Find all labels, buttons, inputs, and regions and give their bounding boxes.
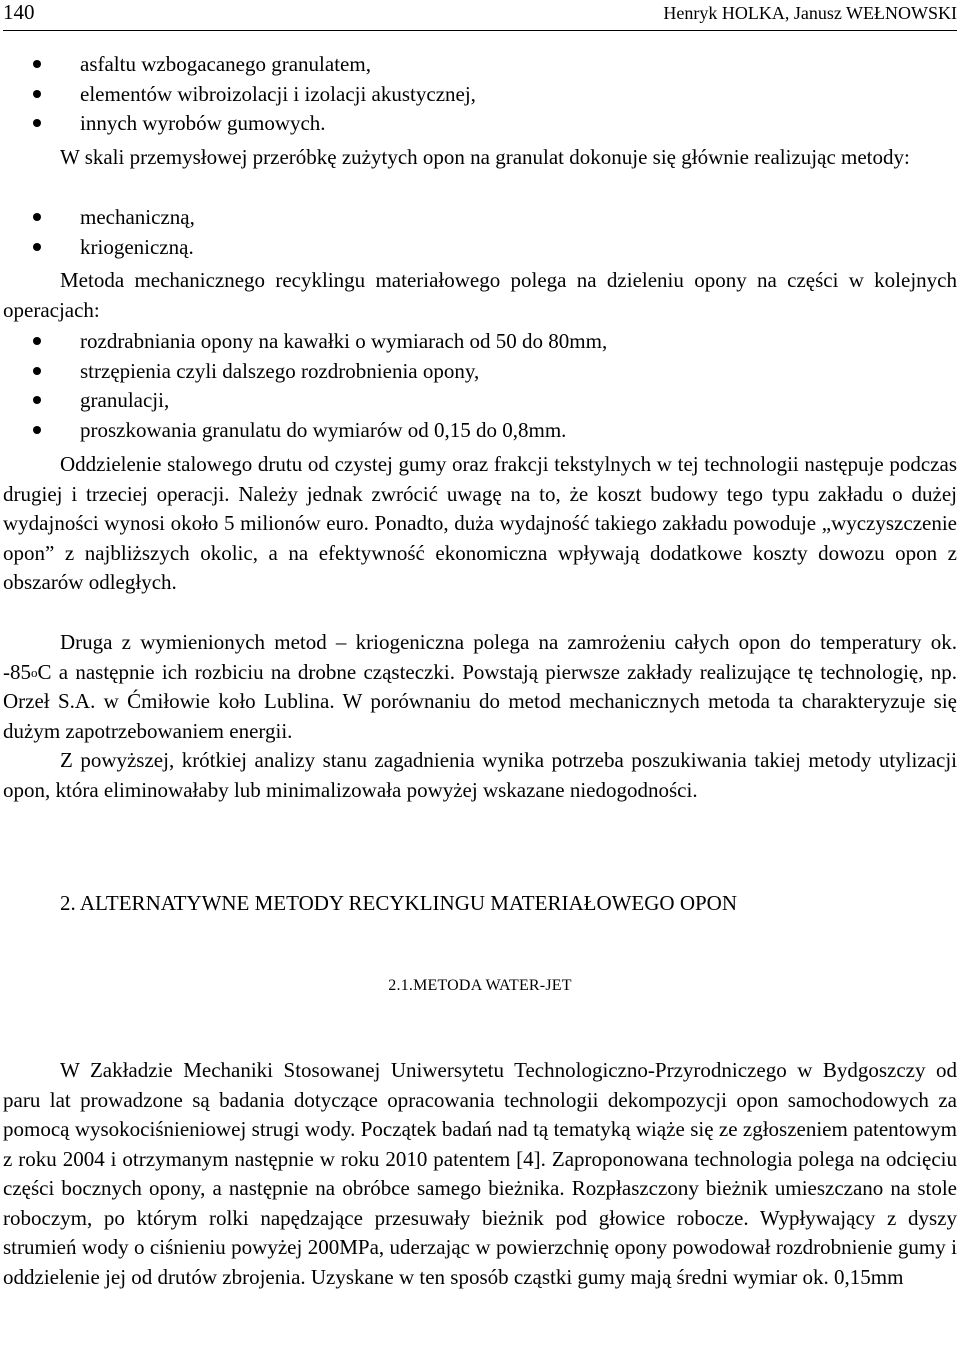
list-item: innych wyrobów gumowych. <box>3 109 957 139</box>
paragraph: W skali przemysłowej przeróbkę zużytych opon na granulat dokonuje się głównie realizując metody: <box>60 145 910 169</box>
list-item: proszkowania granulatu do wymiarów od 0,15 do 0,8mm. <box>3 416 957 446</box>
page-number: 140 <box>3 0 35 24</box>
bullet-icon <box>33 337 41 345</box>
paragraph: Oddzielenie stalowego drutu od czystej gumy oraz frakcji tekstylnych w tej technologii następuje podczas drugiej i trzeciej operacji. Należy jednak zwrócić uwagę na to, że koszt budowy tego typu zakładu o dużej wydajności wynosi około 5 milionów euro. Ponadto, duża wydajność takiego zakładu powoduje „wyczyszczenie opon” z najbliższych okolic, a na efektywność ekonomiczna wpływają dodatkowe koszty dowozu opon z obszarów odległych. <box>3 452 957 594</box>
bullet-icon <box>33 396 41 404</box>
paragraph: Z powyższej, krótkiej analizy stanu zagadnienia wynika potrzeba poszukiwania takiej metody utylizacji opon, która eliminowałaby lub minimalizowała powyżej wskazane niedogodności. <box>3 748 957 802</box>
list-item: asfaltu wzbogacanego granulatem, <box>3 50 957 80</box>
bullet-list-methods <box>3 203 957 262</box>
subsection-heading: 2.1.METODA WATER-JET <box>388 977 572 994</box>
bullet-icon <box>33 60 41 68</box>
bullet-icon <box>33 243 41 251</box>
paragraph: Metoda mechanicznego recyklingu materiałowego polega na dzieleniu opony na części w kolejnych operacjach: <box>3 268 957 322</box>
bullet-icon <box>33 367 41 375</box>
bullet-list-materials <box>3 50 957 139</box>
bullet-list-operations <box>3 327 957 445</box>
list-item: kriogeniczną. <box>3 233 957 263</box>
section-heading: 2. ALTERNATYWNE METODY RECYKLINGU MATERIAŁOWEGO OPON <box>60 891 738 915</box>
bullet-icon <box>33 90 41 98</box>
list-item: rozdrabniania opony na kawałki o wymiarach od 50 do 80mm, <box>3 327 957 357</box>
bullet-icon <box>33 119 41 127</box>
list-item: elementów wibroizolacji i izolacji akustycznej, <box>3 80 957 110</box>
bullet-icon <box>33 213 41 221</box>
list-item: strzępienia czyli dalszego rozdrobnienia opony, <box>3 357 957 387</box>
page-header <box>3 0 957 31</box>
degree-superscript: o <box>31 664 38 680</box>
running-header-authors: Henryk HOLKA, Janusz WEŁNOWSKI <box>663 3 957 23</box>
paragraph: W Zakładzie Mechaniki Stosowanej Uniwersytetu Technologiczno-Przyrodniczego w Bydgoszczy od paru lat prowadzone są badania dotyczące opracowania technologii dekompozycji opon samochodowych za pomocą wysokociśnieniowej strugi wody. Początek badań nad tą tematyką wiąże się ze zgłoszeniem patentowym z roku 2004 i otrzymanym następnie w roku 2010 patentem [4]. Zaproponowana technologia polega na odcięciu części bocznych opony, a następnie na obróbce samego bieżnika. Rozpłaszczony bieżnik umieszczano na stole roboczym, po którym rolki napędzające przesuwały bieżnik pod głowice robocze. Wypływający z dyszy strumień wody o ciśnieniu powyżej 200MPa, uderzając w powierzchnię opony powodował rozdrobnienie gumy i oddzielenie jej od drutów zbrojenia. Uzyskane w ten sposób cząstki gumy mają średni wymiar ok. 0,15mm <box>3 1058 957 1289</box>
paragraph: Druga z wymienionych metod – kriogeniczna polega na zamrożeniu całych opon do temperatury ok. -85$^o$C a następnie ich rozbiciu na drobne cząsteczki. Powstają pierwsze zakłady realizujące tę technologię, np. Orzeł S.A. w Ćmiłowie koło Lublina. W porównaniu do metod mechanicznych metoda ta charakteryzuje się dużym zapotrzebowaniem energii. <box>3 630 957 743</box>
list-item: granulacji, <box>3 386 957 416</box>
list-item: mechaniczną, <box>3 203 957 233</box>
bullet-icon <box>33 426 41 434</box>
